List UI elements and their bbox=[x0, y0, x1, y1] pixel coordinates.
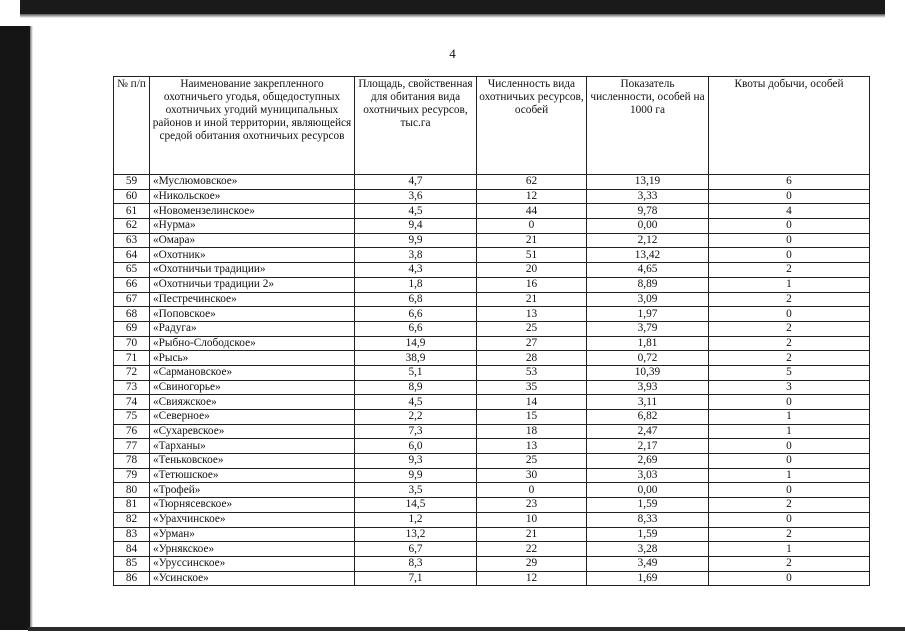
quota-value: 1 bbox=[709, 542, 870, 557]
row-index: 76 bbox=[114, 424, 150, 439]
density-value: 3,93 bbox=[587, 380, 709, 395]
quota-value: 0 bbox=[709, 189, 870, 204]
row-index: 80 bbox=[114, 483, 150, 498]
area-value: 3,5 bbox=[355, 483, 477, 498]
area-value: 4,7 bbox=[355, 175, 477, 190]
hunting-ground-name: «Урнякское» bbox=[150, 542, 355, 557]
hunting-ground-name: «Свияжское» bbox=[150, 395, 355, 410]
row-index: 73 bbox=[114, 380, 150, 395]
quota-value: 5 bbox=[709, 365, 870, 380]
density-value: 0,72 bbox=[587, 351, 709, 366]
header-row bbox=[114, 77, 870, 175]
hunting-ground-name: «Поповское» bbox=[150, 307, 355, 322]
hunting-ground-name: «Уруссинское» bbox=[150, 556, 355, 571]
quota-value: 0 bbox=[709, 395, 870, 410]
hunting-ground-name: «Охотничьи традиции 2» bbox=[150, 277, 355, 292]
row-index: 63 bbox=[114, 233, 150, 248]
table-header bbox=[114, 77, 870, 175]
area-value: 5,1 bbox=[355, 365, 477, 380]
hunting-ground-name: «Муслюмовское» bbox=[150, 175, 355, 190]
table-row bbox=[114, 175, 870, 190]
population-value: 30 bbox=[477, 468, 587, 483]
area-value: 2,2 bbox=[355, 410, 477, 425]
row-index: 74 bbox=[114, 395, 150, 410]
row-index: 78 bbox=[114, 454, 150, 469]
hunting-ground-name: «Тетюшское» bbox=[150, 468, 355, 483]
area-value: 6,7 bbox=[355, 542, 477, 557]
quota-value: 3 bbox=[709, 380, 870, 395]
area-value: 8,9 bbox=[355, 380, 477, 395]
row-index: 69 bbox=[114, 321, 150, 336]
row-index: 72 bbox=[114, 365, 150, 380]
table-row bbox=[114, 263, 870, 278]
hunting-ground-name: «Пестречинское» bbox=[150, 292, 355, 307]
density-value: 2,17 bbox=[587, 439, 709, 454]
row-index: 82 bbox=[114, 512, 150, 527]
area-value: 6,0 bbox=[355, 439, 477, 454]
table-row bbox=[114, 439, 870, 454]
area-value: 6,6 bbox=[355, 307, 477, 322]
population-value: 51 bbox=[477, 248, 587, 263]
area-value: 7,3 bbox=[355, 424, 477, 439]
area-value: 13,2 bbox=[355, 527, 477, 542]
area-value: 9,9 bbox=[355, 468, 477, 483]
hunting-ground-name: «Охотничьи традиции» bbox=[150, 263, 355, 278]
area-value: 9,9 bbox=[355, 233, 477, 248]
density-value: 3,03 bbox=[587, 468, 709, 483]
population-value: 0 bbox=[477, 219, 587, 234]
quota-value: 2 bbox=[709, 292, 870, 307]
hunting-ground-name: «Урман» bbox=[150, 527, 355, 542]
table-row bbox=[114, 483, 870, 498]
population-value: 14 bbox=[477, 395, 587, 410]
table-row bbox=[114, 527, 870, 542]
quota-value: 2 bbox=[709, 498, 870, 513]
table-row bbox=[114, 189, 870, 204]
hunting-ground-name: «Урахчинское» bbox=[150, 512, 355, 527]
density-value: 2,12 bbox=[587, 233, 709, 248]
area-value: 1,8 bbox=[355, 277, 477, 292]
hunting-ground-name: «Никольское» bbox=[150, 189, 355, 204]
density-value: 3,33 bbox=[587, 189, 709, 204]
quota-value: 0 bbox=[709, 483, 870, 498]
table-row bbox=[114, 292, 870, 307]
density-value: 6,82 bbox=[587, 410, 709, 425]
quota-value: 2 bbox=[709, 556, 870, 571]
header-area: Площадь, свойственная для обитания вида охотничьих ресурсов, тыс.га bbox=[355, 77, 477, 175]
scan-border-left bbox=[0, 26, 30, 630]
table-row bbox=[114, 571, 870, 586]
header-index: № п/п bbox=[114, 77, 150, 175]
population-value: 16 bbox=[477, 277, 587, 292]
quota-value: 2 bbox=[709, 263, 870, 278]
population-value: 13 bbox=[477, 439, 587, 454]
header-hunting-ground: Наименование закрепленного охотничьего угодья, общедоступных охотничьих угодий муниципальных районов и иной территории, являющейся средой обитания охотничьих ресурсов bbox=[150, 77, 355, 175]
area-value: 7,1 bbox=[355, 571, 477, 586]
table-row bbox=[114, 542, 870, 557]
density-value: 2,69 bbox=[587, 454, 709, 469]
population-value: 12 bbox=[477, 571, 587, 586]
area-value: 3,6 bbox=[355, 189, 477, 204]
density-value: 3,79 bbox=[587, 321, 709, 336]
population-value: 15 bbox=[477, 410, 587, 425]
quota-value: 0 bbox=[709, 248, 870, 263]
table-row bbox=[114, 307, 870, 322]
area-value: 9,3 bbox=[355, 454, 477, 469]
density-value: 3,09 bbox=[587, 292, 709, 307]
area-value: 38,9 bbox=[355, 351, 477, 366]
area-value: 4,5 bbox=[355, 395, 477, 410]
hunting-ground-name: «Сухаревское» bbox=[150, 424, 355, 439]
row-index: 75 bbox=[114, 410, 150, 425]
row-index: 85 bbox=[114, 556, 150, 571]
header-population: Численность вида охотничьих ресурсов, особей bbox=[477, 77, 587, 175]
row-index: 81 bbox=[114, 498, 150, 513]
density-value: 1,59 bbox=[587, 498, 709, 513]
population-value: 10 bbox=[477, 512, 587, 527]
quota-value: 1 bbox=[709, 277, 870, 292]
table-row bbox=[114, 468, 870, 483]
quota-value: 0 bbox=[709, 307, 870, 322]
quota-value: 0 bbox=[709, 219, 870, 234]
density-value: 0,00 bbox=[587, 483, 709, 498]
quota-value: 2 bbox=[709, 336, 870, 351]
population-value: 0 bbox=[477, 483, 587, 498]
hunting-ground-name: «Северное» bbox=[150, 410, 355, 425]
density-value: 0,00 bbox=[587, 219, 709, 234]
density-value: 1,59 bbox=[587, 527, 709, 542]
scan-border-bottom bbox=[28, 627, 905, 631]
area-value: 4,3 bbox=[355, 263, 477, 278]
density-value: 4,65 bbox=[587, 263, 709, 278]
quota-value: 1 bbox=[709, 410, 870, 425]
area-value: 8,3 bbox=[355, 556, 477, 571]
hunting-ground-name: «Рыбно-Слободское» bbox=[150, 336, 355, 351]
quota-value: 2 bbox=[709, 351, 870, 366]
area-value: 9,4 bbox=[355, 219, 477, 234]
hunting-ground-name: «Трофей» bbox=[150, 483, 355, 498]
row-index: 60 bbox=[114, 189, 150, 204]
population-value: 21 bbox=[477, 233, 587, 248]
population-value: 21 bbox=[477, 527, 587, 542]
table-row bbox=[114, 454, 870, 469]
population-value: 21 bbox=[477, 292, 587, 307]
density-value: 1,69 bbox=[587, 571, 709, 586]
population-value: 44 bbox=[477, 204, 587, 219]
density-value: 3,28 bbox=[587, 542, 709, 557]
population-value: 18 bbox=[477, 424, 587, 439]
row-index: 83 bbox=[114, 527, 150, 542]
population-value: 23 bbox=[477, 498, 587, 513]
table-row bbox=[114, 498, 870, 513]
hunting-ground-name: «Омара» bbox=[150, 233, 355, 248]
quota-table bbox=[113, 76, 870, 586]
quota-value: 0 bbox=[709, 512, 870, 527]
population-value: 53 bbox=[477, 365, 587, 380]
hunting-ground-name: «Рысь» bbox=[150, 351, 355, 366]
row-index: 84 bbox=[114, 542, 150, 557]
table-row bbox=[114, 365, 870, 380]
row-index: 86 bbox=[114, 571, 150, 586]
density-value: 8,33 bbox=[587, 512, 709, 527]
page-number: 4 bbox=[449, 46, 456, 61]
quota-value: 2 bbox=[709, 527, 870, 542]
table-row bbox=[114, 410, 870, 425]
density-value: 1,81 bbox=[587, 336, 709, 351]
population-value: 25 bbox=[477, 454, 587, 469]
quota-value: 0 bbox=[709, 233, 870, 248]
table-row bbox=[114, 321, 870, 336]
area-value: 6,6 bbox=[355, 321, 477, 336]
population-value: 13 bbox=[477, 307, 587, 322]
table-row bbox=[114, 395, 870, 410]
table-row bbox=[114, 556, 870, 571]
table-row bbox=[114, 277, 870, 292]
quota-value: 4 bbox=[709, 204, 870, 219]
area-value: 4,5 bbox=[355, 204, 477, 219]
hunting-ground-name: «Усинское» bbox=[150, 571, 355, 586]
table-row bbox=[114, 351, 870, 366]
density-value: 9,78 bbox=[587, 204, 709, 219]
population-value: 22 bbox=[477, 542, 587, 557]
area-value: 14,9 bbox=[355, 336, 477, 351]
population-value: 62 bbox=[477, 175, 587, 190]
density-value: 10,39 bbox=[587, 365, 709, 380]
density-value: 3,49 bbox=[587, 556, 709, 571]
scan-border-top bbox=[20, 0, 885, 14]
population-value: 20 bbox=[477, 263, 587, 278]
quota-value: 0 bbox=[709, 454, 870, 469]
quota-value: 1 bbox=[709, 424, 870, 439]
table-row bbox=[114, 233, 870, 248]
row-index: 79 bbox=[114, 468, 150, 483]
table-row bbox=[114, 336, 870, 351]
population-value: 27 bbox=[477, 336, 587, 351]
table-body bbox=[114, 175, 870, 586]
row-index: 62 bbox=[114, 219, 150, 234]
row-index: 68 bbox=[114, 307, 150, 322]
hunting-ground-name: «Новомензелинское» bbox=[150, 204, 355, 219]
area-value: 14,5 bbox=[355, 498, 477, 513]
scan-border-left-shadow bbox=[30, 26, 33, 630]
table-row bbox=[114, 204, 870, 219]
quota-value: 2 bbox=[709, 321, 870, 336]
area-value: 1,2 bbox=[355, 512, 477, 527]
hunting-ground-name: «Нурма» bbox=[150, 219, 355, 234]
header-density: Показатель численности, особей на 1000 га bbox=[587, 77, 709, 175]
table-row bbox=[114, 512, 870, 527]
density-value: 8,89 bbox=[587, 277, 709, 292]
row-index: 77 bbox=[114, 439, 150, 454]
population-value: 25 bbox=[477, 321, 587, 336]
row-index: 67 bbox=[114, 292, 150, 307]
table-row bbox=[114, 380, 870, 395]
row-index: 61 bbox=[114, 204, 150, 219]
density-value: 1,97 bbox=[587, 307, 709, 322]
row-index: 59 bbox=[114, 175, 150, 190]
quota-value: 0 bbox=[709, 571, 870, 586]
row-index: 71 bbox=[114, 351, 150, 366]
hunting-ground-name: «Радуга» bbox=[150, 321, 355, 336]
scan-border-top-shadow bbox=[20, 14, 885, 18]
hunting-ground-name: «Свиногорье» bbox=[150, 380, 355, 395]
density-value: 3,11 bbox=[587, 395, 709, 410]
population-value: 28 bbox=[477, 351, 587, 366]
hunting-ground-name: «Охотник» bbox=[150, 248, 355, 263]
table-row bbox=[114, 219, 870, 234]
row-index: 66 bbox=[114, 277, 150, 292]
row-index: 65 bbox=[114, 263, 150, 278]
hunting-ground-name: «Тюрнясевское» bbox=[150, 498, 355, 513]
table-row bbox=[114, 248, 870, 263]
quota-value: 0 bbox=[709, 439, 870, 454]
density-value: 13,42 bbox=[587, 248, 709, 263]
hunting-ground-name: «Тарханы» bbox=[150, 439, 355, 454]
hunting-ground-name: «Сармановское» bbox=[150, 365, 355, 380]
header-quota: Квоты добычи, особей bbox=[709, 77, 870, 175]
population-value: 29 bbox=[477, 556, 587, 571]
density-value: 13,19 bbox=[587, 175, 709, 190]
population-value: 12 bbox=[477, 189, 587, 204]
quota-value: 6 bbox=[709, 175, 870, 190]
population-value: 35 bbox=[477, 380, 587, 395]
area-value: 3,8 bbox=[355, 248, 477, 263]
density-value: 2,47 bbox=[587, 424, 709, 439]
table-row bbox=[114, 424, 870, 439]
row-index: 64 bbox=[114, 248, 150, 263]
area-value: 6,8 bbox=[355, 292, 477, 307]
row-index: 70 bbox=[114, 336, 150, 351]
hunting-ground-name: «Теньковское» bbox=[150, 454, 355, 469]
quota-value: 1 bbox=[709, 468, 870, 483]
